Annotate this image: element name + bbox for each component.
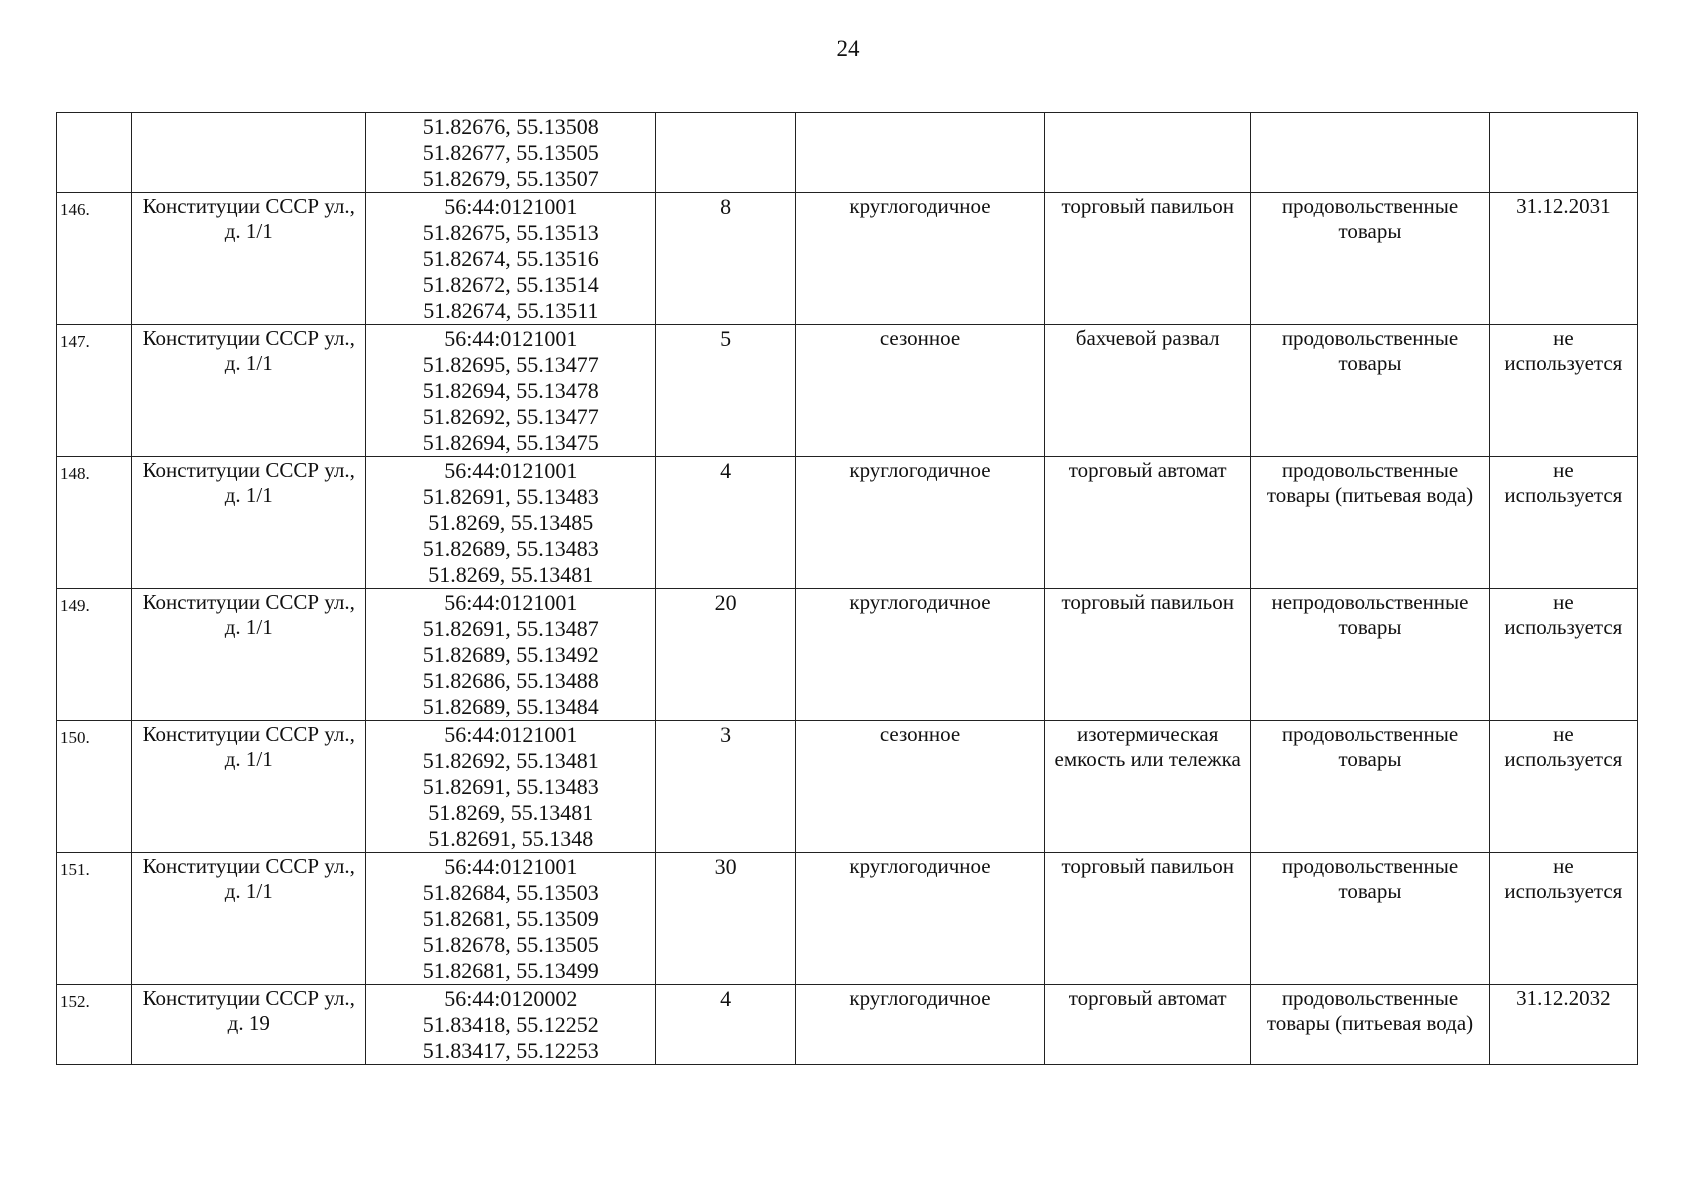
cell-area: 5 xyxy=(656,325,796,457)
cell-address: Конституции СССР ул., д. 1/1 xyxy=(132,457,366,589)
coordinate-line: 51.82686, 55.13488 xyxy=(422,668,599,693)
coordinate-line: 51.8269, 55.13485 xyxy=(428,510,594,535)
table-row xyxy=(57,193,1638,325)
cell-specialization: продовольственные товары xyxy=(1251,193,1489,325)
cell-coordinates xyxy=(366,457,656,589)
cell-term xyxy=(1489,113,1637,193)
cell-area: 4 xyxy=(656,985,796,1065)
coordinate-line: 51.82695, 55.13477 xyxy=(422,352,599,377)
cell-number: 146. xyxy=(57,193,132,325)
table-row xyxy=(57,457,1638,589)
cell-object-type: торговый автомат xyxy=(1045,985,1251,1065)
cell-object-type: торговый павильон xyxy=(1045,193,1251,325)
cadastral-number: 56:44:0120002 xyxy=(444,986,578,1011)
coordinate-line: 51.82681, 55.13499 xyxy=(422,958,599,983)
coordinate-line: 51.82684, 55.13503 xyxy=(422,880,599,905)
cell-address: Конституции СССР ул., д. 1/1 xyxy=(132,193,366,325)
table-row xyxy=(57,325,1638,457)
cell-specialization: продовольственные товары xyxy=(1251,721,1489,853)
cadastral-number: 56:44:0121001 xyxy=(444,326,578,351)
coordinate-line: 51.82691, 55.13483 xyxy=(422,774,599,799)
cell-period: круглогодичное xyxy=(795,457,1044,589)
coordinate-line: 51.82691, 55.13487 xyxy=(422,616,599,641)
cell-address xyxy=(132,113,366,193)
cell-specialization: продовольственные товары (питьевая вода) xyxy=(1251,457,1489,589)
coordinate-line: 51.82691, 55.1348 xyxy=(428,826,594,851)
cell-number: 148. xyxy=(57,457,132,589)
coordinate-line: 51.82692, 55.13477 xyxy=(422,404,599,429)
coordinate-line: 51.83417, 55.12253 xyxy=(422,1038,599,1063)
coordinate-line: 51.83418, 55.12252 xyxy=(422,1012,599,1037)
cell-object-type: торговый павильон xyxy=(1045,853,1251,985)
coordinate-line: 51.82694, 55.13478 xyxy=(422,378,599,403)
cell-term: 31.12.2031 xyxy=(1489,193,1637,325)
cell-number: 147. xyxy=(57,325,132,457)
cell-area: 30 xyxy=(656,853,796,985)
cell-specialization: продовольственные товары xyxy=(1251,325,1489,457)
cadastral-number: 56:44:0121001 xyxy=(444,590,578,615)
coordinate-line: 51.8269, 55.13481 xyxy=(428,562,594,587)
page-number: 24 xyxy=(836,36,860,61)
cell-coordinates xyxy=(366,113,656,193)
cell-period: круглогодичное xyxy=(795,193,1044,325)
coordinate-line: 51.82676, 55.13508 xyxy=(422,114,599,139)
cell-coordinates xyxy=(366,325,656,457)
cell-period: круглогодичное xyxy=(795,589,1044,721)
coordinate-line: 51.82689, 55.13483 xyxy=(422,536,599,561)
places-table xyxy=(56,112,1638,1065)
cell-address: Конституции СССР ул., д. 1/1 xyxy=(132,325,366,457)
cadastral-number: 56:44:0121001 xyxy=(444,722,578,747)
cell-area: 3 xyxy=(656,721,796,853)
cell-area: 4 xyxy=(656,457,796,589)
cell-number: 149. xyxy=(57,589,132,721)
cell-number: 150. xyxy=(57,721,132,853)
cell-term: 31.12.2032 xyxy=(1489,985,1637,1065)
coordinate-line: 51.82677, 55.13505 xyxy=(422,140,599,165)
cell-term: не используется xyxy=(1489,325,1637,457)
cell-period: круглогодичное xyxy=(795,853,1044,985)
coordinate-line: 51.82678, 55.13505 xyxy=(422,932,599,957)
cell-object-type: торговый павильон xyxy=(1045,589,1251,721)
coordinate-line: 51.82679, 55.13507 xyxy=(422,166,599,191)
cell-coordinates xyxy=(366,985,656,1065)
table-row xyxy=(57,985,1638,1065)
cell-period xyxy=(795,113,1044,193)
coordinate-line: 51.82689, 55.13484 xyxy=(422,694,599,719)
cell-coordinates xyxy=(366,853,656,985)
cell-term: не используется xyxy=(1489,457,1637,589)
coordinate-line: 51.82672, 55.13514 xyxy=(422,272,599,297)
cell-coordinates xyxy=(366,589,656,721)
cell-specialization: непродовольственные товары xyxy=(1251,589,1489,721)
cadastral-number: 56:44:0121001 xyxy=(444,194,578,219)
cadastral-number: 56:44:0121001 xyxy=(444,854,578,879)
cell-area: 20 xyxy=(656,589,796,721)
table-row xyxy=(57,589,1638,721)
cell-coordinates xyxy=(366,721,656,853)
cell-address: Конституции СССР ул., д. 1/1 xyxy=(132,721,366,853)
coordinate-line: 51.82689, 55.13492 xyxy=(422,642,599,667)
cell-object-type: торговый автомат xyxy=(1045,457,1251,589)
coordinate-line: 51.82692, 55.13481 xyxy=(422,748,599,773)
cell-object-type xyxy=(1045,113,1251,193)
cell-number xyxy=(57,113,132,193)
cell-period: сезонное xyxy=(795,325,1044,457)
cell-specialization xyxy=(1251,113,1489,193)
cadastral-number: 56:44:0121001 xyxy=(444,458,578,483)
cell-address: Конституции СССР ул., д. 1/1 xyxy=(132,589,366,721)
continuation-row xyxy=(57,113,1638,193)
coordinate-line: 51.82691, 55.13483 xyxy=(422,484,599,509)
cell-term: не используется xyxy=(1489,853,1637,985)
coordinate-line: 51.82694, 55.13475 xyxy=(422,430,599,455)
coordinate-line: 51.82674, 55.13516 xyxy=(422,246,599,271)
coordinate-line: 51.8269, 55.13481 xyxy=(428,800,594,825)
cell-specialization: продовольственные товары xyxy=(1251,853,1489,985)
coordinate-line: 51.82675, 55.13513 xyxy=(422,220,599,245)
cell-period: сезонное xyxy=(795,721,1044,853)
cell-period: круглогодичное xyxy=(795,985,1044,1065)
table-body xyxy=(57,113,1638,1065)
cell-number: 151. xyxy=(57,853,132,985)
cell-address: Конституции СССР ул., д. 19 xyxy=(132,985,366,1065)
cell-term: не используется xyxy=(1489,589,1637,721)
cell-area: 8 xyxy=(656,193,796,325)
table-row xyxy=(57,853,1638,985)
cell-object-type: изотермическая емкость или тележка xyxy=(1045,721,1251,853)
cell-specialization: продовольственные товары (питьевая вода) xyxy=(1251,985,1489,1065)
cell-address: Конституции СССР ул., д. 1/1 xyxy=(132,853,366,985)
cell-term: не используется xyxy=(1489,721,1637,853)
cell-coordinates xyxy=(366,193,656,325)
cell-number: 152. xyxy=(57,985,132,1065)
coordinate-line: 51.82681, 55.13509 xyxy=(422,906,599,931)
cell-area xyxy=(656,113,796,193)
coordinate-line: 51.82674, 55.13511 xyxy=(423,298,599,323)
table-row xyxy=(57,721,1638,853)
cell-object-type: бахчевой развал xyxy=(1045,325,1251,457)
